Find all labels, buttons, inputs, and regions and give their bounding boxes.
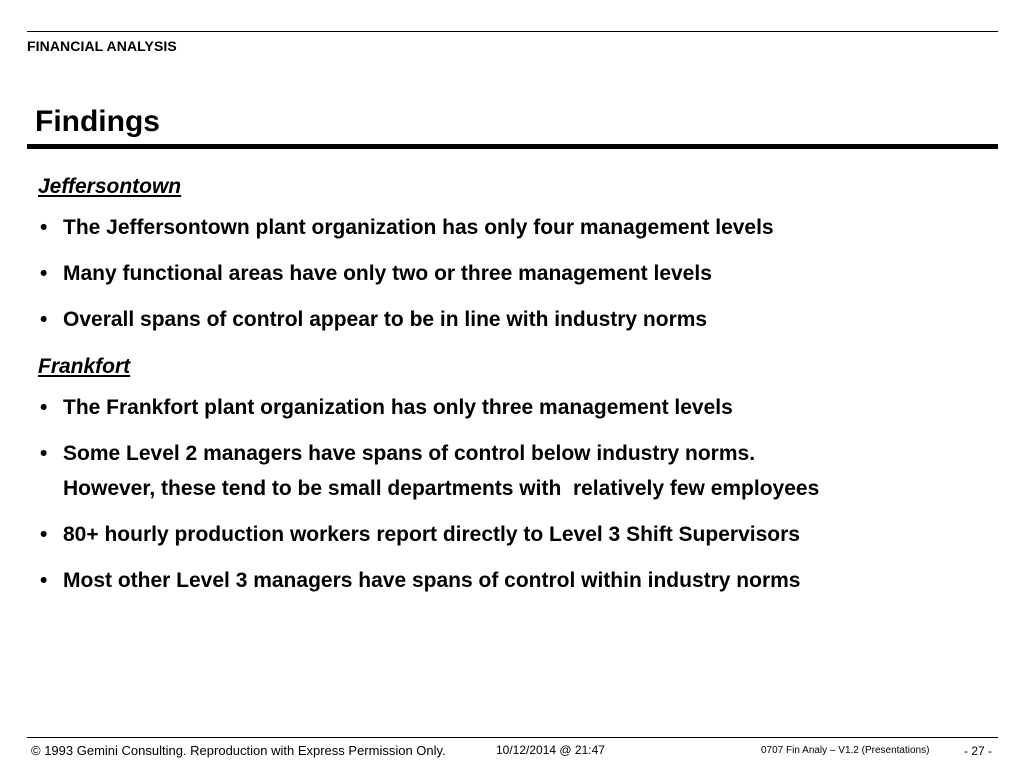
bullet-item <box>38 436 998 507</box>
bullet-item <box>38 302 998 338</box>
bullet-icon: • <box>40 308 48 331</box>
bullet-icon: • <box>40 396 48 419</box>
bullet-list-frankfort <box>38 390 998 599</box>
bullet-text: Overall spans of control appear to be in line with industry norms <box>63 308 708 331</box>
bullet-icon: • <box>40 442 48 465</box>
bullet-text: The Frankfort plant organization has only three management levels <box>63 396 733 419</box>
slide-title: Findings <box>35 105 160 138</box>
bullet-item <box>38 517 998 553</box>
bullet-item <box>38 256 998 292</box>
footer-copyright: © 1993 Gemini Consulting. Reproduction with Express Permission Only. <box>31 743 446 758</box>
bullet-text: Some Level 2 managers have spans of control below industry norms. <box>63 442 756 465</box>
bullet-text: The Jeffersontown plant organization has only four management levels <box>63 216 774 239</box>
bullet-icon: • <box>40 569 48 592</box>
footer-date: 10/12/2014 @ 21:47 <box>496 743 605 757</box>
bullet-icon: • <box>40 262 48 285</box>
bullet-text-continuation: However, these tend to be small departments with relatively few employees <box>63 477 820 500</box>
footer-rule <box>27 737 998 738</box>
bullet-text: 80+ hourly production workers report directly to Level 3 Shift Supervisors <box>63 523 800 546</box>
findings-group-frankfort <box>38 352 998 599</box>
footer-document-id: 0707 Fin Analy – V1.2 (Presentations) <box>761 745 930 756</box>
group-heading-frankfort: Frankfort <box>38 355 131 378</box>
findings-content <box>38 172 998 609</box>
footer-page-number: - 27 - <box>964 744 993 758</box>
bullet-text: Many functional areas have only two or three management levels <box>63 262 712 285</box>
bullet-icon: • <box>40 216 48 239</box>
bullet-list-jeffersontown <box>38 210 998 338</box>
group-heading-jeffersontown: Jeffersontown <box>38 175 182 198</box>
title-rule <box>27 144 998 149</box>
header-rule <box>27 31 998 32</box>
section-label: FINANCIAL ANALYSIS <box>27 38 177 54</box>
bullet-item <box>38 390 998 426</box>
bullet-text: Most other Level 3 managers have spans of control within industry norms <box>63 569 801 592</box>
findings-group-jeffersontown <box>38 172 998 338</box>
bullet-item <box>38 210 998 246</box>
bullet-item <box>38 563 998 599</box>
bullet-icon: • <box>40 523 48 546</box>
